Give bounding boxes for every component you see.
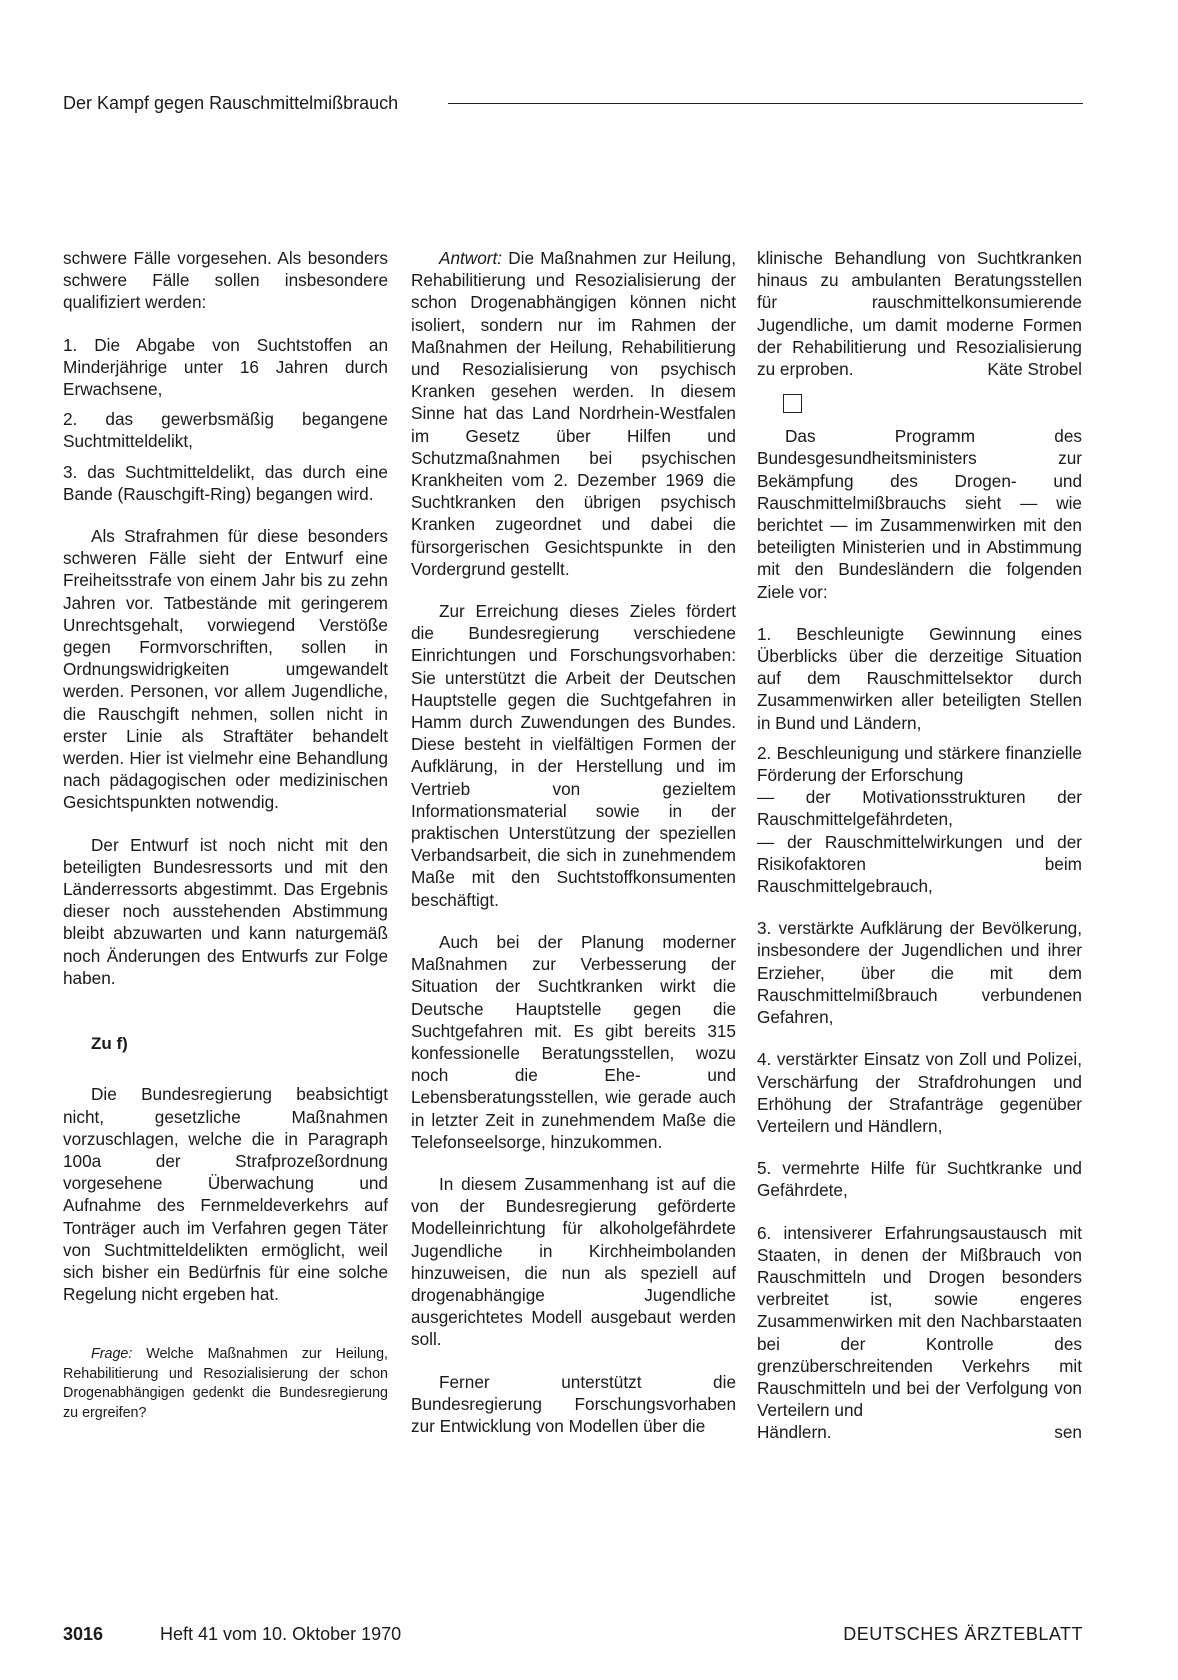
list-item: 1. Beschleunigte Gewinnung eines Überblicks über die derzeitige Situation auf dem Rauschmittelsektor durch Zusammenwirken aller beteiligten Stellen in Bund und Ländern, — [757, 623, 1082, 733]
header-title: Der Kampf gegen Rauschmittelmißbrauch — [63, 88, 404, 118]
question-text: Welche Maßnahmen zur Heilung, Rehabilitierung und Resozialisierung der schon Drogenabhängigen gedenkt die Bundesregierung zu ergreifen? — [63, 1346, 388, 1421]
paragraph: Die Bundesregierung beabsichtigt nicht, gesetzliche Maßnahmen vorzuschlagen, welche die in Paragraph 100a der Strafprozeßordnung vorgesehene Überwachung und Aufnahme des Fernmeldeverkehrs auf Tonträger auch im Verfahren gegen Täter von Suchtmitteldelikten ermöglicht, weil sich bisher ein Bedürfnis für eine solche Regelung nicht ergeben hat. — [63, 1084, 388, 1305]
answer — [411, 247, 736, 580]
list-item: 4. verstärkter Einsatz von Zoll und Polizei, Verschärfung der Strafdrohungen und Erhöhung der Strafanträge gegenüber Verteilern und Händlern, — [757, 1049, 1082, 1136]
paragraph: Das Programm des Bundesgesundheitsministers zur Bekämpfung des Drogen- und Rauschmittelmißbrauchs sieht — wie berichtet — im Zusammenwirken mit den beteiligten Ministerien und in Abstimmung mit den Bundesländern die folgenden Ziele vor: — [757, 426, 1082, 602]
page-footer — [63, 1624, 1083, 1650]
paragraph: Ferner unterstützt die Bundesregierung Forschungsvorhaben zur Entwicklung von Modellen über die — [411, 1371, 736, 1436]
author-signature: Käte Strobel — [987, 359, 1082, 380]
list-item: 5. vermehrte Hilfe für Suchtkranke und Gefährdete, — [757, 1158, 1082, 1201]
continuation-fragment: sen — [1054, 1422, 1082, 1443]
column-3 — [757, 247, 1082, 1444]
section-heading: Zu f) — [91, 1034, 128, 1054]
list-subitem: — der Rauschmittelwirkungen und der Risikofaktoren beim Rauschmittelgebrauch, — [757, 831, 1082, 897]
list-item: 1. Die Abgabe von Suchtstoffen an Minderjährige unter 16 Jahren durch Erwachsene, — [63, 334, 388, 400]
column-1 — [63, 247, 388, 1433]
paragraph: Zur Erreichung dieses Zieles fördert die Bundesregierung verschiedene Einrichtungen und Forschungsvorhaben: Sie unterstützt die Arbeit der Deutschen Hauptstelle gegen die Suchtgefahren in Hamm durch Zuwendungen des Bundes. Diese besteht in vielfältigen Formen der Aufklärung, in der Herstellung und im Vertrieb von gezieltem Informationsmaterial sowie in der praktischen Unterstützung der speziellen Verbandsarbeit, die sich in zunehmendem Maße mit den Suchtstoffkonsumenten beschäftigt. — [411, 601, 736, 910]
answer-text: Die Maßnahmen zur Heilung, Rehabilitierung und Resozialisierung der schon Drogenabhängigen können nicht isoliert, sondern nur im Rahmen der Maßnahmen der Heilung, Rehabilitierung und Resozialisierung von psychisch Kranken gesehen werden. In diesem Sinne hat das Land Nordrhein-Westfalen im Gesetz über Hilfen und Schutzmaßnahmen bei psychischen Krankheiten vom 2. Dezember 1969 die Suchtkranken den übrigen psychisch Kranken zugeordnet und dabei die fürsorgerischen Gesichtspunkte in den Vordergrund gestellt. — [411, 248, 736, 579]
paragraph: schwere Fälle vorgesehen. Als besonders schwere Fälle sollen insbesondere qualifiziert werden: — [63, 248, 388, 313]
answer-label: Antwort: — [439, 248, 503, 268]
issue-info: Heft 41 vom 10. Oktober 1970 — [160, 1624, 402, 1644]
column-2 — [411, 247, 736, 1447]
paragraph: In diesem Zusammenhang ist auf die von der Bundesregierung geförderte Modelleinrichtung für alkoholgefährdete Jugendliche in Kirchheimbolanden hinzuweisen, die nun als speziell auf drogenabhängige Jugendliche ausgerichtetes Modell ausgebaut werden soll. — [411, 1173, 736, 1350]
paragraph: Als Strafrahmen für diese besonders schweren Fälle sieht der Entwurf eine Freiheitsstrafe von einem Jahr bis zu zehn Jahren vor. Tatbestände mit geringerem Unrechtsgehalt, vorwiegend Verstöße gegen Formvorschriften, sollen in Ordnungswidrigkeiten umgewandelt werden. Personen, vor allem Jugendliche, die Rauschgift nehmen, sollen nicht in erster Linie als Straftäter behandelt werden. Hier ist vielmehr eine Behandlung nach pädagogischen oder medizinischen Gesichtspunkten notwendig. — [63, 526, 388, 813]
paragraph — [757, 247, 1082, 380]
running-header — [63, 88, 1083, 118]
paragraph: Der Entwurf ist noch nicht mit den beteiligten Bundesressorts und mit den Länderressorts abgestimmt. Das Ergebnis dieser noch ausstehenden Abstimmung bleibt abzuwarten und kann naturgemäß noch Änderungen des Entwurfs zur Folge haben. — [63, 834, 388, 988]
page-number: 3016 — [63, 1624, 104, 1644]
journal-name: DEUTSCHES ÄRZTEBLATT — [843, 1624, 1083, 1644]
end-mark-box — [783, 394, 802, 413]
list-item-end: Händlern. — [757, 1422, 832, 1443]
list-item: 2. das gewerbsmäßig begangene Suchtmitteldelikt, — [63, 409, 388, 452]
question — [63, 1345, 388, 1423]
list-item: 3. das Suchtmitteldelikt, das durch eine Bande (Rauschgift-Ring) begangen wird. — [63, 461, 388, 504]
paragraph-text: klinische Behandlung von Suchtkranken hinaus zu ambulanten Beratungsstellen für rauschmittelkonsumierende Jugendliche, um damit moderne Formen der Rehabilitierung und Resozialisierung zu erproben. — [757, 248, 1082, 380]
list-item: 2. Beschleunigung und stärkere finanzielle Förderung der Erforschung — [757, 742, 1082, 786]
list-subitem: — der Motivationsstrukturen der Rauschmittelgefährdeten, — [757, 787, 1082, 830]
header-rule — [448, 103, 1083, 104]
last-line — [757, 1421, 1082, 1443]
paragraph: Auch bei der Planung moderner Maßnahmen zur Verbesserung der Situation der Suchtkranken wirkt die Deutsche Hauptstelle gegen die Suchtgefahren mit. Es gibt bereits 315 konfessionelle Beratungsstellen, wozu noch die Ehe- und Lebensberatungsstellen, wie gerade auch in letzter Zeit in zunehmendem Maße die Telefonseelsorge, hinzukommen. — [411, 931, 736, 1152]
list-item: 6. intensiverer Erfahrungsaustausch mit Staaten, in denen der Mißbrauch von Rauschmitteln und Drogen besonders verbreitet ist, sowie engeres Zusammenwirken mit den Nachbarstaaten bei der Kontrolle des grenzüberschreitenden Verkehrs mit Rauschmitteln und bei der Verfolgung von Verteilern und — [757, 1222, 1082, 1421]
list-item: 3. verstärkte Aufklärung der Bevölkerung, insbesondere der Jugendlichen und ihrer Erzieher, über die mit dem Rauschmittelmißbrauch verbundenen Gefahren, — [757, 918, 1082, 1028]
question-label: Frage: — [91, 1346, 133, 1363]
